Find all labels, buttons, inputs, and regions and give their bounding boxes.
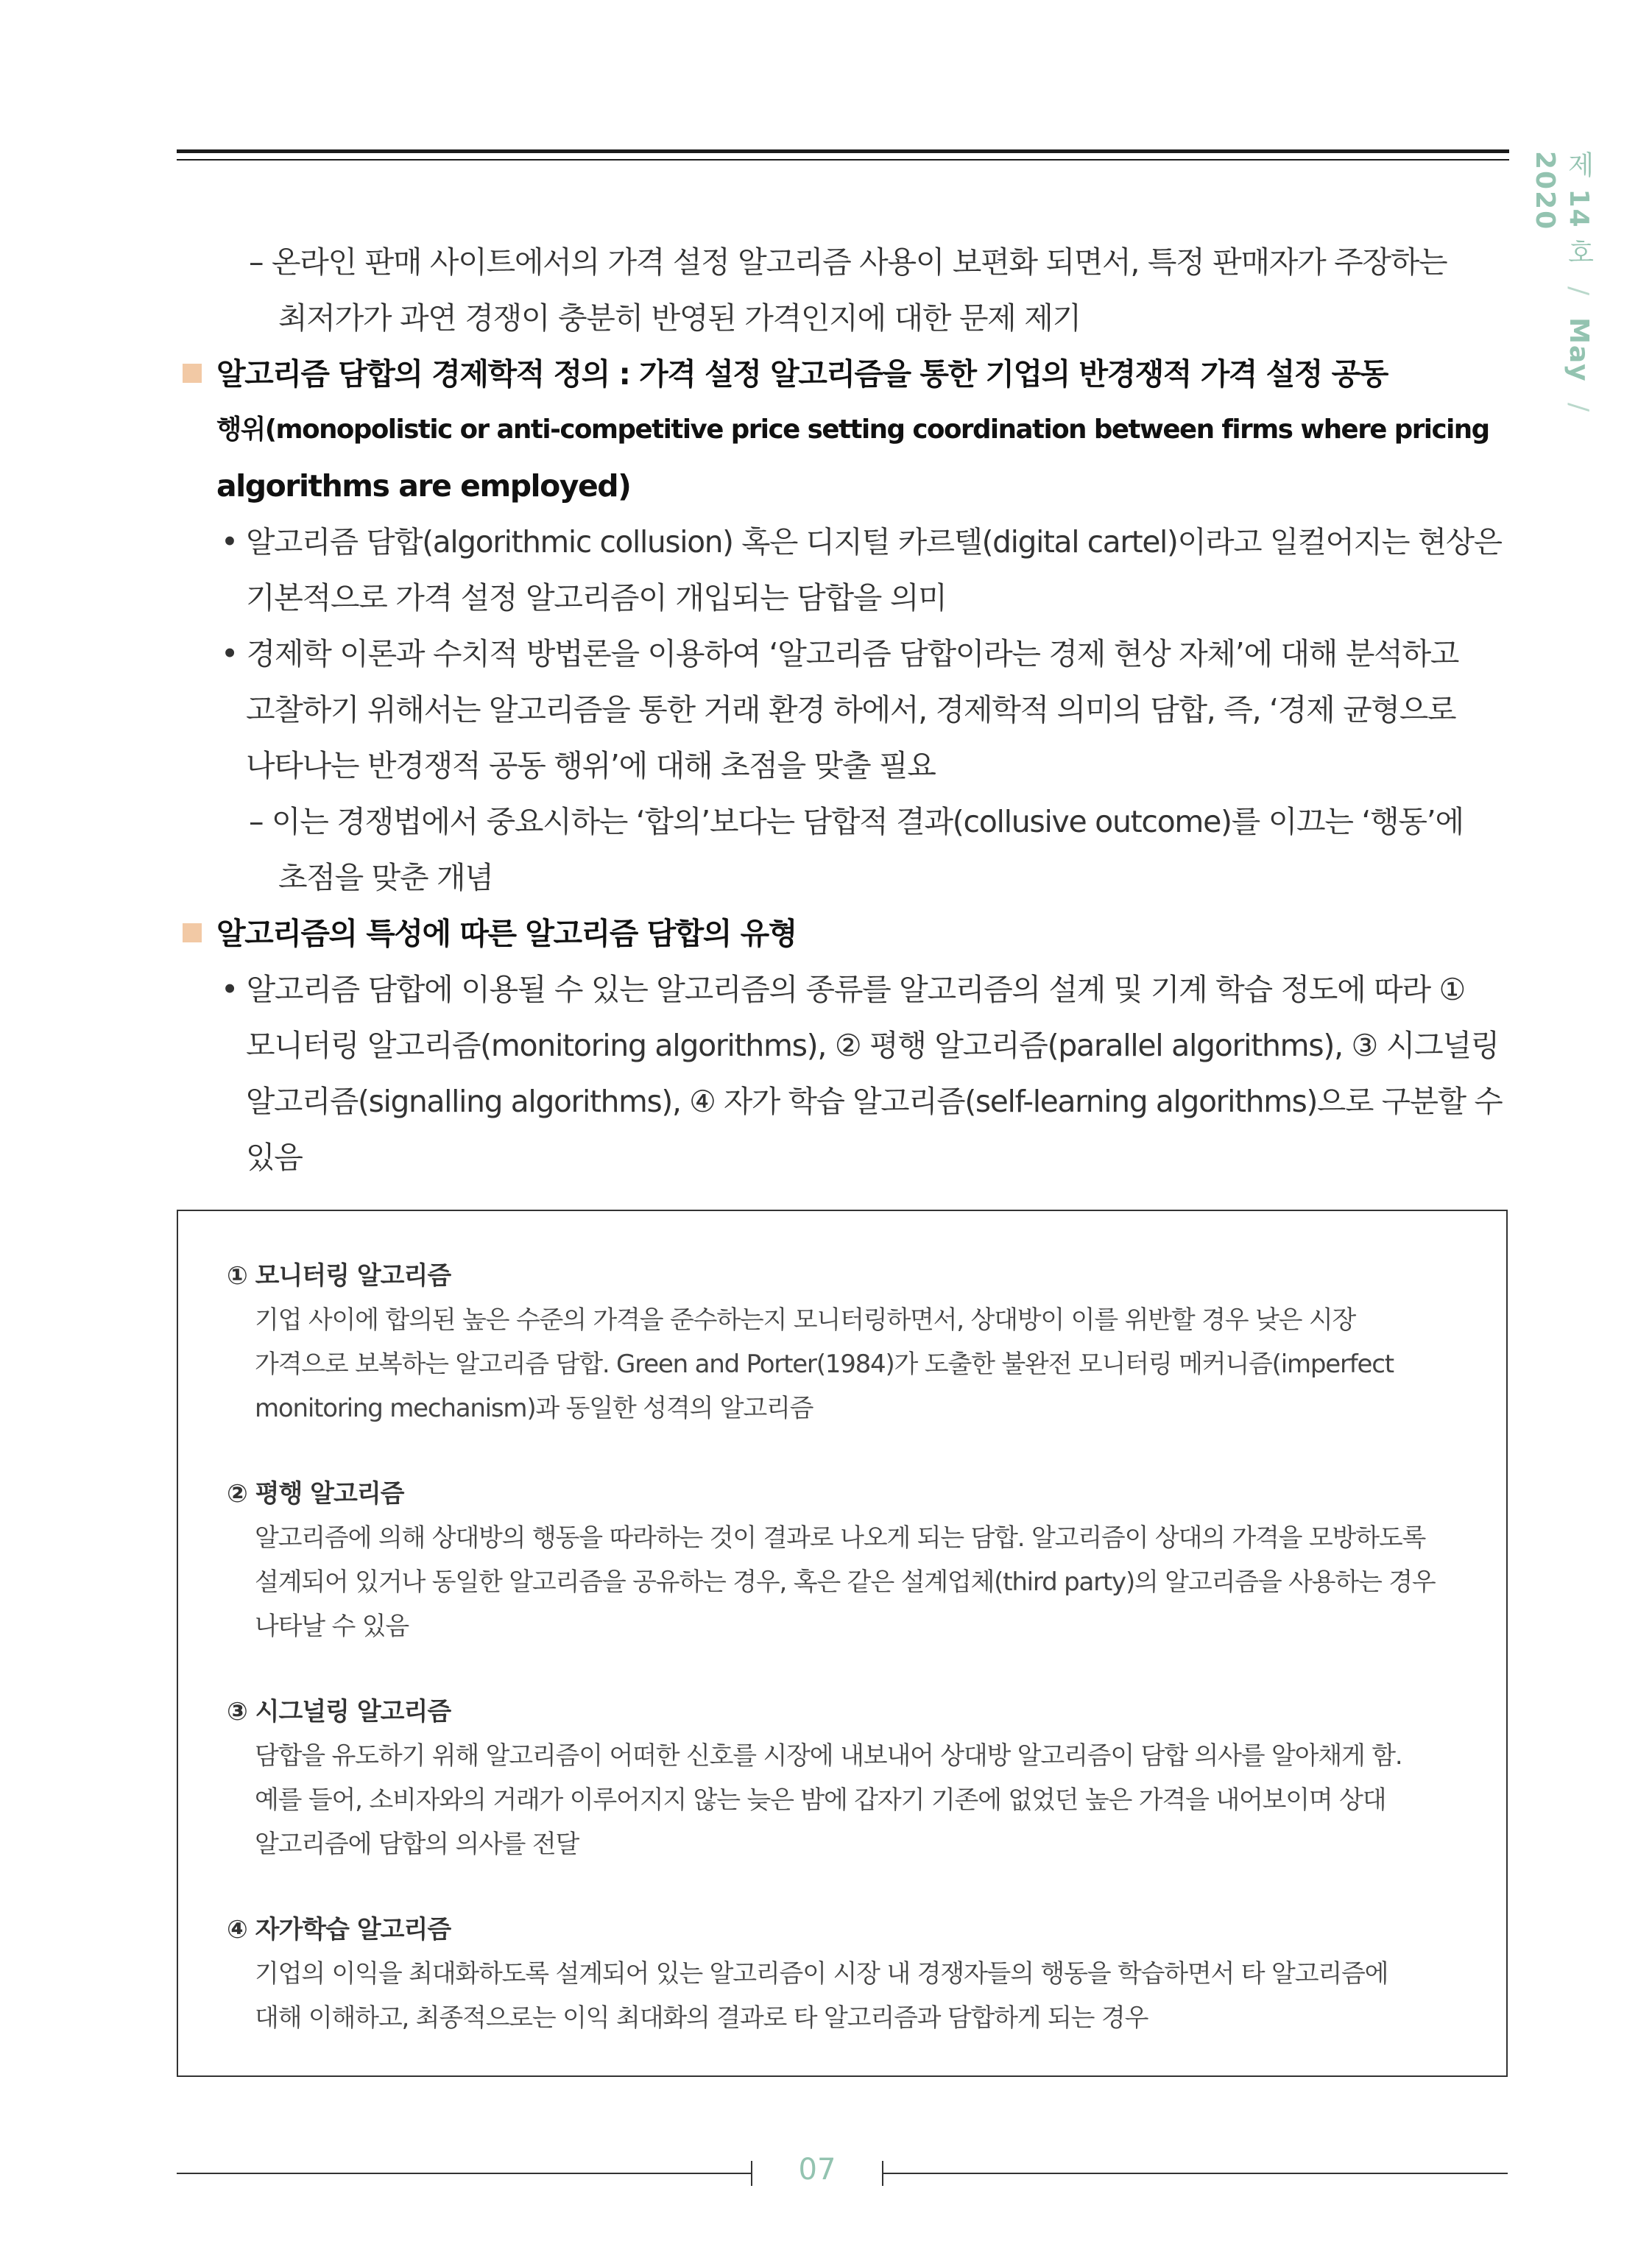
box-item-signalling	[227, 1690, 1464, 1866]
section-heading-cont: algorithms are employed)	[216, 468, 631, 504]
box-item-title: ④ 자가학습 알고리즘	[227, 1915, 451, 1944]
issue-prefix: 제	[1564, 151, 1594, 179]
side-separator: /	[1564, 286, 1594, 297]
box-item-line: 가격으로 보복하는 알고리즘 담합. Green and Porter(1984)가 도출한 불완전 모니터링 메커니즘(imperfect	[255, 1350, 1394, 1379]
body-line-dash-cont: 초점을 맞춘 개념	[278, 860, 493, 895]
section-heading-text: 알고리즘의 특성에 따른 알고리즘 담합의 유형	[216, 916, 797, 951]
box-item-title: ② 평행 알고리즘	[227, 1479, 404, 1509]
body-line-dash: – 이는 경쟁법에서 중요시하는 ‘합의’보다는 담합적 결과(collusive outcome)를 이끄는 ‘행동’에	[249, 804, 1464, 839]
body-line-dash-cont: 최저가가 과연 경쟁이 충분히 반영된 가격인지에 대한 문제 제기	[278, 300, 1081, 336]
bullet-line-cont: 있음	[246, 1140, 303, 1175]
section-heading	[177, 346, 1509, 402]
bullet-line: • 경제학 이론과 수치적 방법론을 이용하여 ‘알고리즘 담합이라는 경제 현상 자체’에 대해 분석하고	[221, 636, 1459, 671]
square-bullet-icon	[183, 923, 202, 942]
box-item-monitoring	[227, 1254, 1464, 1431]
issue-number: 14	[1564, 188, 1594, 229]
box-item-line: 예를 들어, 소비자와의 거래가 이루어지지 않는 늦은 밤에 갑자기 기존에 없었던 높은 가격을 내어보이며 상대	[255, 1785, 1386, 1815]
issue-suffix: 호	[1564, 239, 1594, 267]
box-item-line: 대해 이해하고, 최종적으로는 이익 최대화의 결과로 타 알고리즘과 담합하게 되는 경우	[255, 2003, 1148, 2033]
top-rule-thin	[177, 159, 1509, 161]
top-rule-thick	[177, 149, 1509, 153]
section-heading-cont: 행위(monopolistic or anti-competitive price setting coordination between firms where pricing	[216, 415, 1489, 445]
section-heading	[177, 906, 1509, 962]
bullet-line: • 알고리즘 담합(algorithmic collusion) 혹은 디지털 카르텔(digital cartel)이라고 일컬어지는 현상은	[221, 524, 1502, 560]
section-heading-text: 알고리즘 담합의 경제학적 정의 : 가격 설정 알고리즘을 통한 기업의 반경쟁적 가격 설정 공동	[216, 356, 1388, 392]
box-item-line: 설계되어 있거나 동일한 알고리즘을 공유하는 경우, 혹은 같은 설계업체(third party)의 알고리즘을 사용하는 경우	[255, 1567, 1436, 1597]
box-item-line: 알고리즘에 담합의 의사를 전달	[255, 1830, 579, 1859]
box-item-self-learning	[227, 1908, 1464, 2040]
bullet-line-cont: 고찰하기 위해서는 알고리즘을 통한 거래 환경 하에서, 경제학적 의미의 담합, 즉, ‘경제 균형으로	[246, 692, 1456, 727]
issue-year: 2020	[1530, 151, 1560, 231]
box-inner	[227, 1254, 1464, 2081]
issue-side-label	[1530, 151, 1598, 460]
algorithm-types-box	[177, 1210, 1508, 2077]
bullet-line-cont: 알고리즘(signalling algorithms), ④ 자가 학습 알고리즘(self-learning algorithms)으로 구분할 수	[246, 1084, 1503, 1119]
box-item-line: 담합을 유도하기 위해 알고리즘이 어떠한 신호를 시장에 내보내어 상대방 알고리즘이 담합 의사를 알아채게 함.	[255, 1741, 1402, 1771]
bullet-line-cont: 모니터링 알고리즘(monitoring algorithms), ② 평행 알고리즘(parallel algorithms), ③ 시그널링	[246, 1028, 1499, 1063]
box-item-line: 기업 사이에 합의된 높은 수준의 가격을 준수하는지 모니터링하면서, 상대방이 이를 위반할 경우 낮은 시장	[255, 1305, 1356, 1335]
box-item-line: 나타날 수 있음	[255, 1612, 409, 1641]
footer-rule-right	[883, 2173, 1508, 2174]
box-item-line: monitoring mechanism)과 동일한 성격의 알고리즘	[255, 1394, 813, 1423]
bullet-line-cont: 기본적으로 가격 설정 알고리즘이 개입되는 담합을 의미	[246, 580, 947, 615]
bullet-line: • 알고리즘 담합에 이용될 수 있는 알고리즘의 종류를 알고리즘의 설계 및 기계 학습 정도에 따라 ①	[221, 972, 1465, 1007]
box-item-parallel	[227, 1472, 1464, 1648]
square-bullet-icon	[183, 364, 202, 383]
page-number: 07	[798, 2153, 836, 2187]
box-item-title: ③ 시그널링 알고리즘	[227, 1697, 451, 1726]
footer-rule-left	[177, 2173, 752, 2174]
body-content	[177, 234, 1509, 1185]
bullet-line-cont: 나타나는 반경쟁적 공동 행위’에 대해 초점을 맞출 필요	[246, 748, 936, 783]
box-item-line: 기업의 이익을 최대화하도록 설계되어 있는 알고리즘이 시장 내 경쟁자들의 행동을 학습하면서 타 알고리즘에	[255, 1959, 1388, 1989]
body-line-dash: – 온라인 판매 사이트에서의 가격 설정 알고리즘 사용이 보편화 되면서, 특정 판매자가 주장하는	[249, 244, 1447, 280]
side-separator: /	[1564, 403, 1594, 414]
issue-month: May	[1564, 317, 1594, 383]
box-item-title: ① 모니터링 알고리즘	[227, 1261, 451, 1291]
footer-tick-left	[751, 2161, 752, 2186]
box-item-line: 알고리즘에 의해 상대방의 행동을 따라하는 것이 결과로 나오게 되는 담합. 알고리즘이 상대의 가격을 모방하도록	[255, 1523, 1426, 1553]
